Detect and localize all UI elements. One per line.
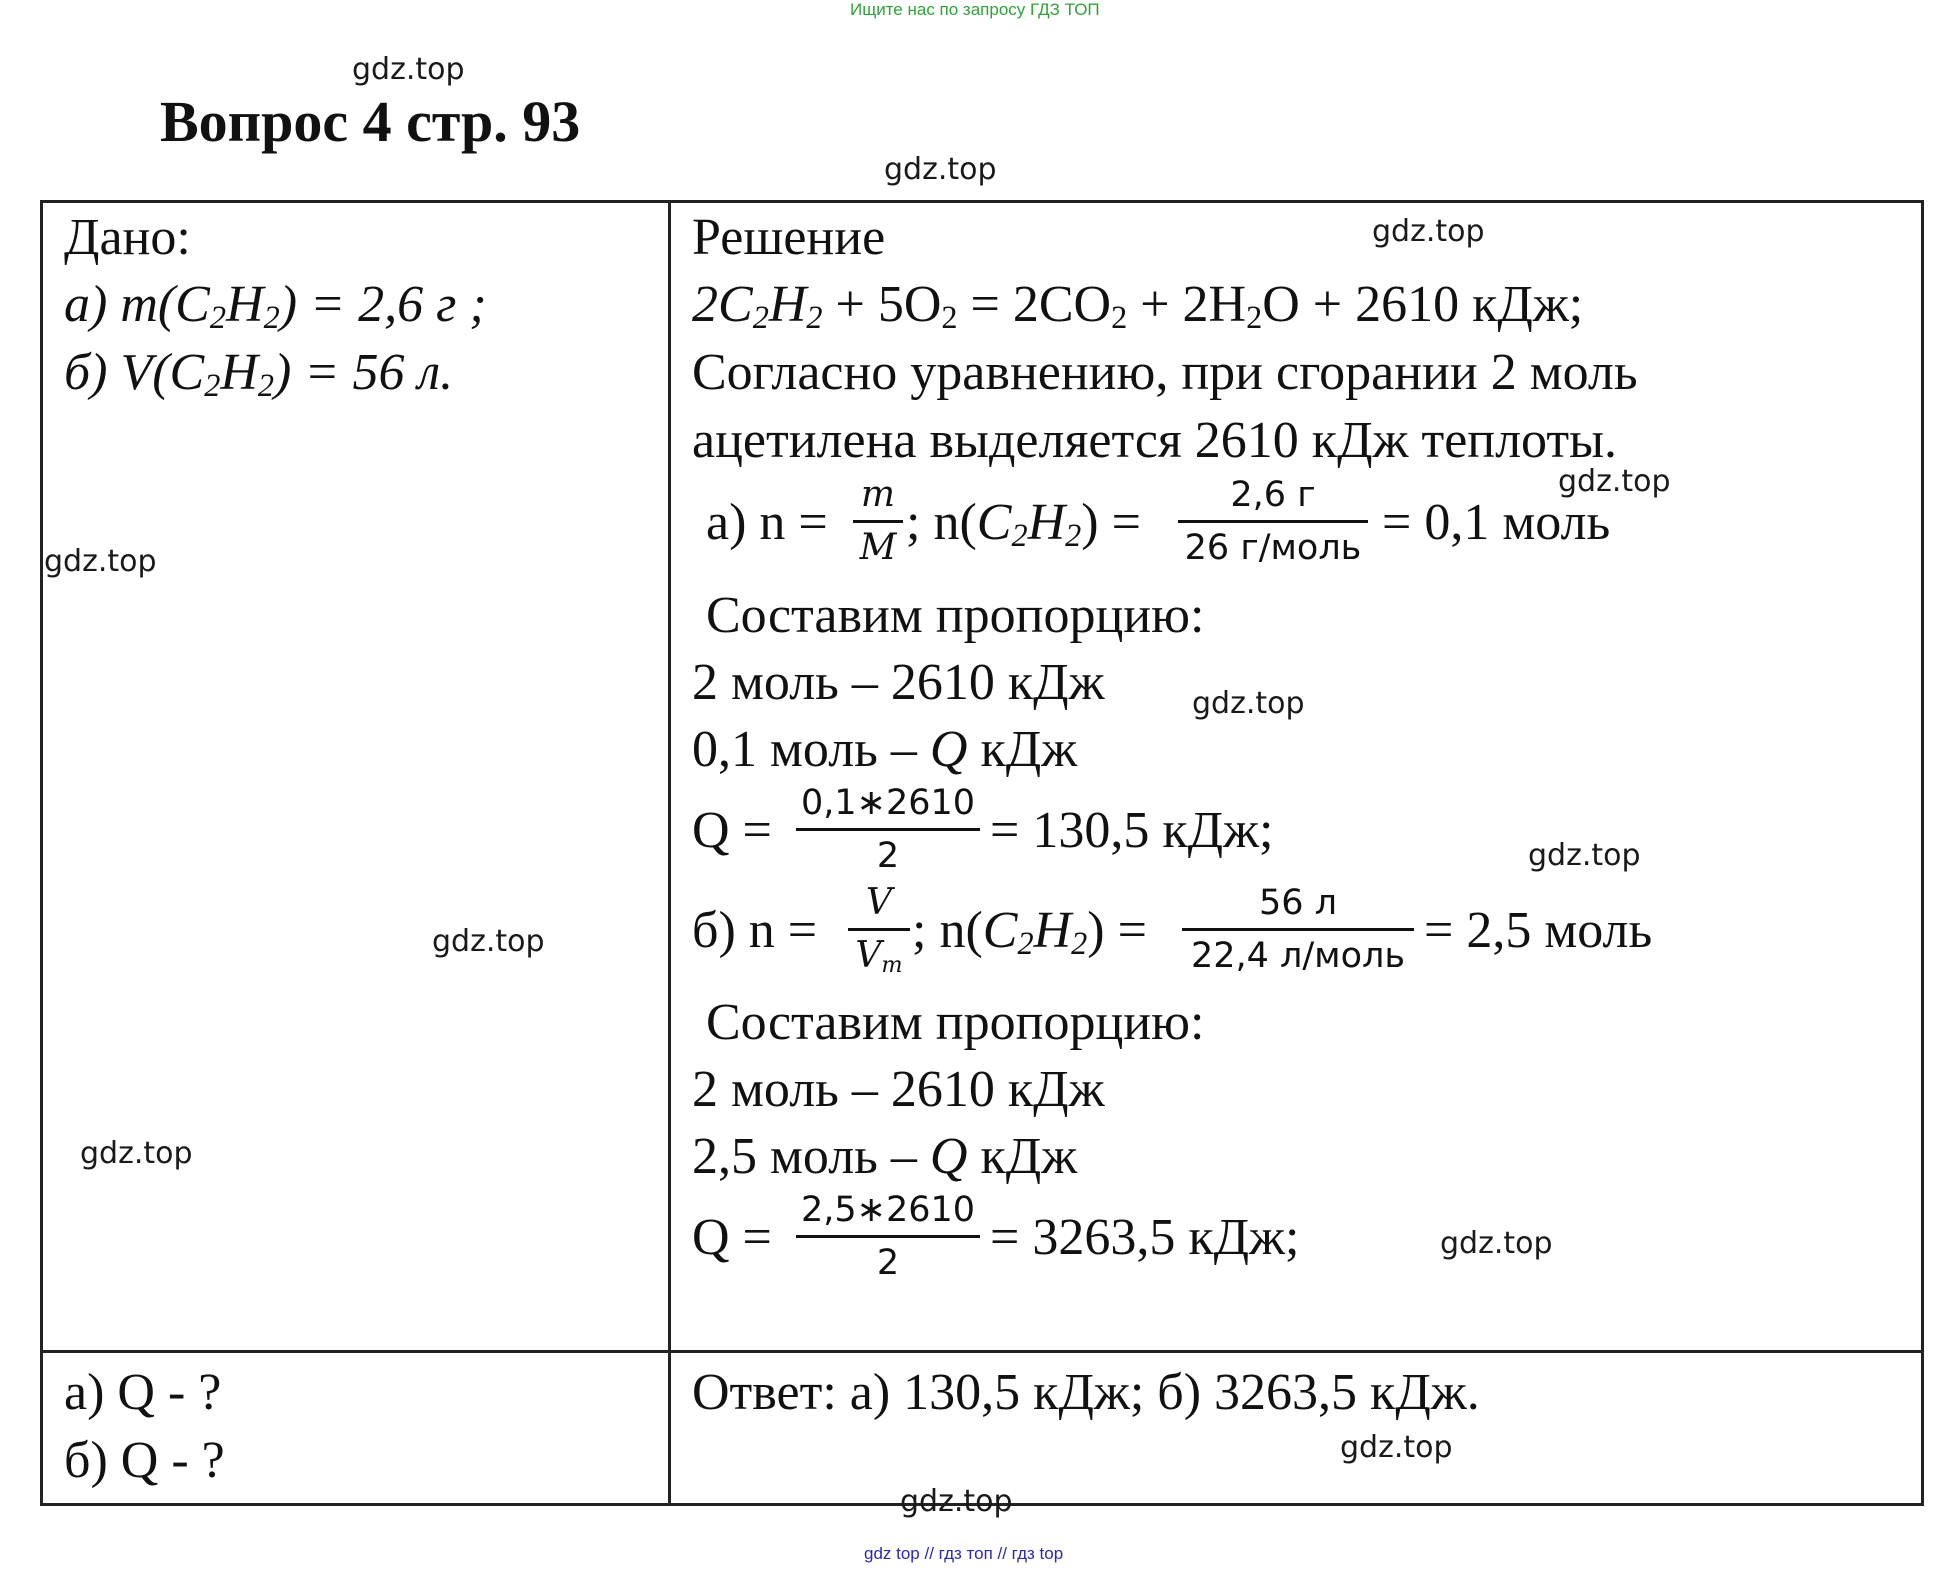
watermark: gdz.top xyxy=(80,1136,193,1171)
proportion-a-line-2: 0,1 моль – Q кДж xyxy=(692,721,1078,778)
proportion-b-line-2: 2,5 моль – Q кДж xyxy=(692,1128,1078,1185)
watermark: gdz.top xyxy=(432,924,545,959)
proportion-title-a: Составим пропорцию: xyxy=(706,587,1205,644)
part-a-result: = 0,1 моль xyxy=(1382,494,1611,551)
page-title: Вопрос 4 стр. 93 xyxy=(160,89,581,154)
proportion-title-b: Составим пропорцию: xyxy=(706,994,1205,1051)
part-a-substance: ; $n(C_2H_2)$ = xyxy=(906,494,1141,554)
q-a-result: = 130,5 кДж; xyxy=(990,802,1274,859)
given-header: Дано: xyxy=(64,209,191,266)
fraction-V-over-Vm: V $V_m$ xyxy=(848,882,910,977)
watermark: gdz.top xyxy=(1558,464,1671,499)
reaction-equation: $2C_2H_2 + 5O_2 = 2CO_2 + 2H_2O + 2610$ кДж; xyxy=(692,276,1584,336)
watermark: gdz.top xyxy=(1440,1226,1553,1261)
watermark: gdz.top xyxy=(900,1484,1013,1519)
proportion-a-line-1: 2 моль – 2610 кДж xyxy=(692,654,1105,711)
table-column-divider xyxy=(668,200,671,1503)
q-a-prefix: Q = xyxy=(692,802,772,859)
watermark: gdz.top xyxy=(1192,686,1305,721)
watermark: gdz.top xyxy=(884,152,997,187)
watermark: gdz.top xyxy=(1528,838,1641,873)
proportion-b-line-1: 2 моль – 2610 кДж xyxy=(692,1061,1105,1118)
fraction-q-a: 0,1∗2610 2 xyxy=(796,782,980,877)
find-b: б) Q - ? xyxy=(64,1432,225,1489)
q-b-prefix: Q = xyxy=(692,1209,772,1266)
fraction-volume-over-molar: 56 л 22,4 л/моль xyxy=(1182,882,1414,977)
find-a: а) Q - ? xyxy=(64,1364,222,1421)
fraction-m-over-M: m M xyxy=(853,474,903,569)
part-b-substance: ; $n(C_2H_2)$ = xyxy=(912,902,1147,962)
solution-header: Решение xyxy=(692,209,886,266)
given-a: а) $m(C_2H_2) = 2,6$ г ; xyxy=(64,276,487,336)
fraction-mass-over-molar: 2,6 г 26 г/моль xyxy=(1178,474,1368,569)
watermark: gdz.top xyxy=(1372,214,1485,249)
table-row-divider xyxy=(40,1350,1921,1353)
solution-line-1: Согласно уравнению, при сгорании 2 моль xyxy=(692,344,1638,401)
given-b: б) $V(C_2H_2) = 56$ л. xyxy=(64,344,454,404)
fraction-q-b: 2,5∗2610 2 xyxy=(796,1189,980,1284)
watermark: gdz.top xyxy=(44,544,157,579)
watermark: gdz.top xyxy=(1340,1430,1453,1465)
part-b-result: = 2,5 моль xyxy=(1424,902,1653,959)
top-banner: Ищите нас по запросу ГДЗ ТОП xyxy=(850,0,1100,19)
part-b-prefix: б) n = xyxy=(692,902,818,959)
watermark: gdz.top xyxy=(352,52,465,87)
solution-line-2: ацетилена выделяется 2610 кДж теплоты. xyxy=(692,412,1618,469)
footer-links: gdz top // гдз топ // гдз top xyxy=(864,1544,1064,1563)
q-b-result: = 3263,5 кДж; xyxy=(990,1209,1300,1266)
part-a-prefix: а) n = xyxy=(706,494,828,551)
answer: Ответ: а) 130,5 кДж; б) 3263,5 кДж. xyxy=(692,1364,1480,1421)
